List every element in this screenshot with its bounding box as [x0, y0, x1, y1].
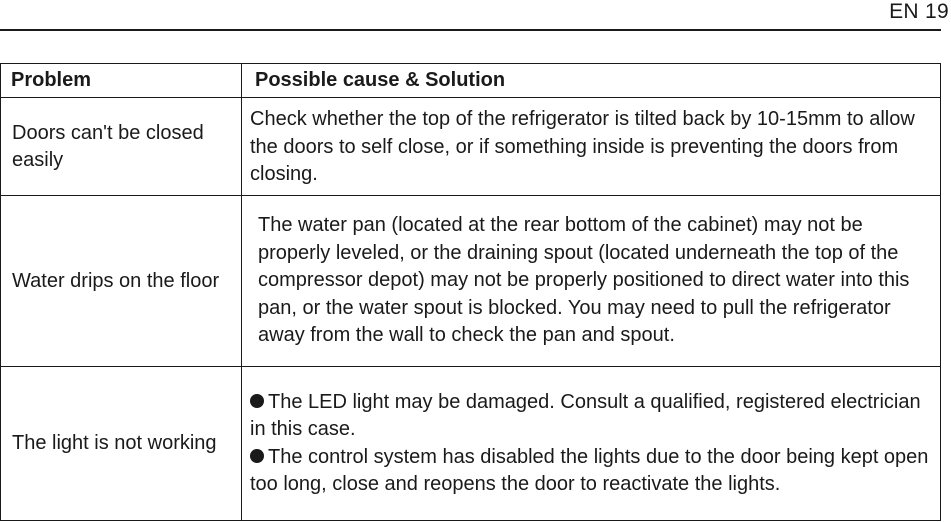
bullet-icon: [250, 394, 264, 408]
problem-cell: [1, 98, 242, 196]
page-number: EN 19: [889, 0, 949, 23]
solution-cell: [242, 98, 941, 196]
table-row: [1, 98, 941, 196]
solution-bullet-item: [250, 389, 940, 444]
table-header-row: [1, 64, 941, 98]
problem-cell: [1, 196, 242, 367]
problem-text: Doors can't be closed easily: [12, 121, 204, 171]
bullet-text: The LED light may be damaged. Consult a qualified, registered electrician in this case.: [250, 390, 921, 440]
solution-text: Check whether the top of the refrigerator is tilted back by 10-15mm to allow the doors to self close, or if something inside is preventing the doors from closing.: [250, 108, 915, 186]
problem-cell: [1, 367, 242, 521]
column-header-problem: Problem: [1, 64, 242, 98]
table-row: [1, 367, 941, 521]
problem-text: The light is not working: [12, 432, 217, 454]
solution-cell: [242, 367, 941, 521]
troubleshooting-table: [0, 63, 941, 521]
solution-cell: [242, 196, 941, 367]
bullet-icon: [250, 449, 264, 463]
solution-text: The water pan (located at the rear bottom of the cabinet) may not be properly leveled, or the draining spout (located underneath the top of the compressor depot) may not be properly positioned to direct water into this pan, or the water spout is blocked. You may need to pull the refrigerator away from the wall to check the pan and spout.: [258, 214, 910, 347]
table-row: [1, 196, 941, 367]
solution-bullet-item: [250, 444, 940, 499]
column-header-solution: Possible cause & Solution: [242, 64, 941, 98]
header-divider: [0, 29, 941, 31]
bullet-text: The control system has disabled the lights due to the door being kept open too long, close and reopens the door to reactivate the lights.: [250, 445, 929, 495]
problem-text: Water drips on the floor: [12, 269, 220, 292]
